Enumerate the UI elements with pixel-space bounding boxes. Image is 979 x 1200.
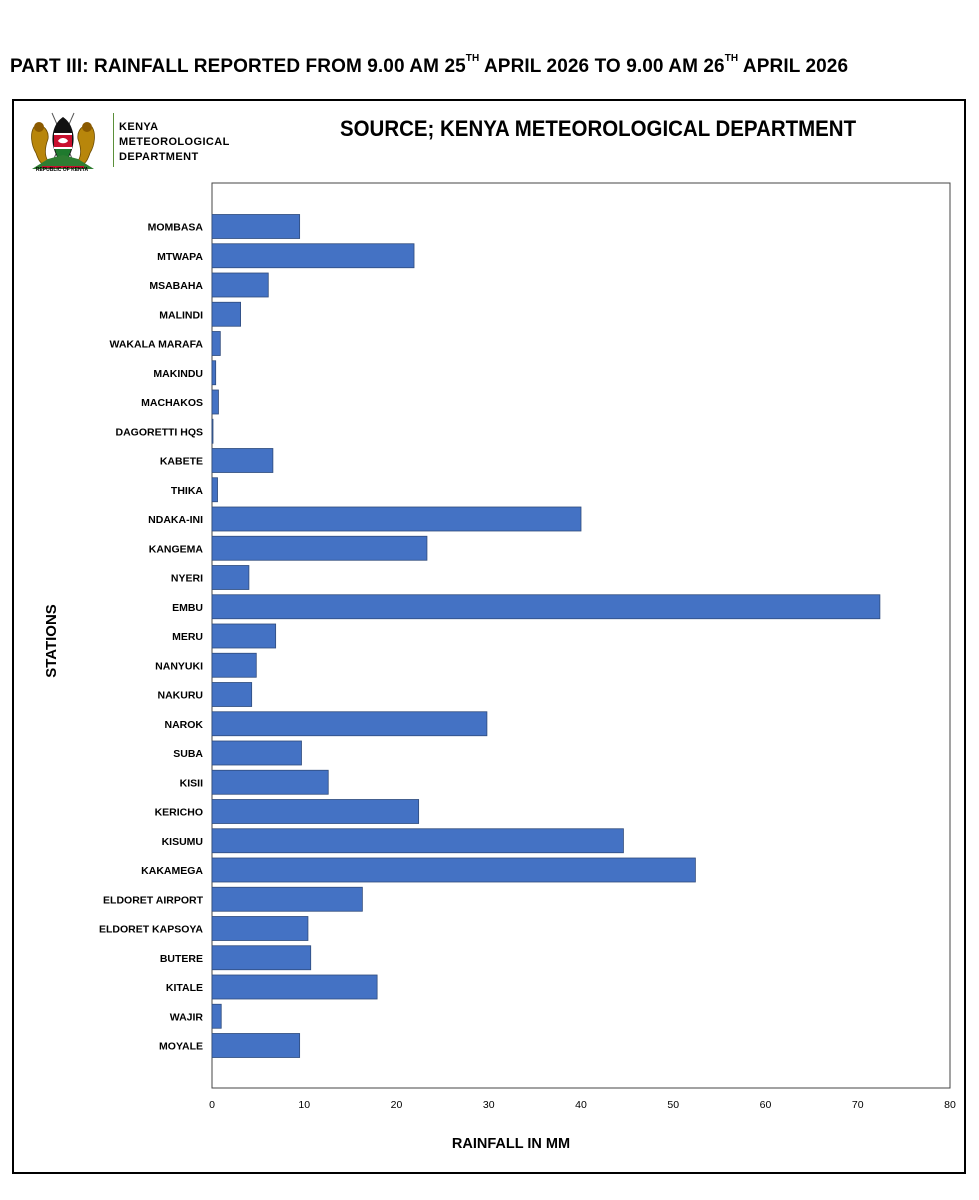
category-label: MOMBASA bbox=[147, 221, 203, 234]
bar-28 bbox=[212, 1034, 300, 1058]
x-tick-label: 80 bbox=[944, 1099, 956, 1111]
category-label: NYERI bbox=[170, 572, 203, 585]
category-label: MERU bbox=[172, 631, 203, 643]
category-label: DAGORETTI HQS bbox=[115, 426, 203, 439]
heading-superscript-end: TH bbox=[724, 53, 739, 64]
bar-5 bbox=[212, 361, 216, 385]
category-label: KABETE bbox=[159, 455, 203, 468]
bar-23 bbox=[212, 887, 362, 911]
x-tick-label: 30 bbox=[482, 1099, 495, 1111]
bar-24 bbox=[212, 917, 308, 941]
bar-22 bbox=[212, 858, 695, 882]
category-label: KISUMU bbox=[161, 835, 203, 848]
bar-25 bbox=[212, 946, 311, 970]
category-label: WAKALA MARAFA bbox=[109, 338, 203, 351]
bar-20 bbox=[212, 800, 419, 824]
bar-14 bbox=[212, 624, 276, 648]
category-label: ELDORET AIRPORT bbox=[103, 894, 203, 907]
category-label: NAROK bbox=[164, 718, 203, 731]
org-name-line-2: METEOROLOGICAL bbox=[119, 136, 230, 148]
bar-1 bbox=[212, 244, 414, 268]
y-axis-label: STATIONS bbox=[43, 604, 60, 678]
bar-6 bbox=[212, 390, 218, 414]
bar-11 bbox=[212, 536, 427, 560]
category-label: EMBU bbox=[172, 601, 203, 614]
category-label: NAKURU bbox=[157, 689, 203, 702]
category-label: MALINDI bbox=[159, 309, 203, 322]
logo-caption: REPUBLIC OF KENYA bbox=[35, 167, 89, 173]
bar-18 bbox=[212, 741, 301, 765]
category-label: BUTERE bbox=[159, 952, 203, 965]
bar-0 bbox=[212, 215, 300, 239]
category-label: KERICHO bbox=[154, 806, 203, 819]
category-label: MAKINDU bbox=[153, 367, 203, 380]
bar-8 bbox=[212, 449, 273, 473]
bar-17 bbox=[212, 712, 487, 736]
bar-10 bbox=[212, 507, 581, 531]
category-label: ELDORET KAPSOYA bbox=[98, 923, 203, 936]
category-label: MTWAPA bbox=[157, 250, 203, 263]
heading-superscript-start: TH bbox=[465, 53, 480, 64]
category-label: NANYUKI bbox=[155, 660, 203, 673]
heading-prefix: PART III: RAINFALL REPORTED FROM 9.00 AM 25 bbox=[10, 56, 466, 77]
category-label: NDAKA-INI bbox=[148, 514, 203, 526]
x-tick-label: 70 bbox=[851, 1099, 864, 1111]
bar-19 bbox=[212, 770, 328, 794]
bar-27 bbox=[212, 1004, 221, 1028]
category-label: KITALE bbox=[165, 982, 203, 994]
bar-26 bbox=[212, 975, 377, 999]
x-axis-label: RAINFALL IN MM bbox=[451, 1136, 571, 1152]
category-label: MACHAKOS bbox=[141, 397, 203, 409]
bar-2 bbox=[212, 273, 268, 297]
category-label: SUBA bbox=[173, 748, 203, 760]
x-tick-label: 20 bbox=[390, 1099, 403, 1111]
heading-middle: APRIL 2026 TO 9.00 AM 26 bbox=[479, 56, 725, 77]
bar-16 bbox=[212, 683, 252, 707]
x-tick-label: 10 bbox=[298, 1099, 311, 1111]
category-label: WAJIR bbox=[169, 1011, 203, 1024]
x-tick-label: 40 bbox=[575, 1099, 587, 1111]
plot-area bbox=[212, 183, 950, 1088]
bar-4 bbox=[212, 332, 220, 356]
bar-9 bbox=[212, 478, 218, 502]
bar-21 bbox=[212, 829, 623, 853]
bar-7 bbox=[212, 419, 213, 443]
bar-12 bbox=[212, 566, 249, 590]
category-label: KANGEMA bbox=[148, 543, 203, 556]
bar-15 bbox=[212, 653, 256, 677]
x-tick-label: 60 bbox=[759, 1099, 772, 1111]
category-label: MSABAHA bbox=[149, 280, 203, 292]
bar-13 bbox=[212, 595, 880, 619]
bar-3 bbox=[212, 302, 241, 326]
x-tick-label: 50 bbox=[667, 1099, 680, 1111]
category-label: THIKA bbox=[170, 484, 203, 497]
org-name-line-3: DEPARTMENT bbox=[119, 151, 199, 163]
category-label: MOYALE bbox=[159, 1040, 203, 1053]
org-name-line-1: KENYA bbox=[119, 121, 159, 133]
chart-source-title: SOURCE; KENYA METEOROLOGICAL DEPARTMENT bbox=[340, 116, 857, 141]
x-tick-label: 0 bbox=[209, 1099, 215, 1111]
heading-suffix: APRIL 2026 bbox=[738, 56, 849, 77]
category-label: KAKAMEGA bbox=[141, 865, 203, 877]
category-label: KISII bbox=[179, 777, 203, 790]
